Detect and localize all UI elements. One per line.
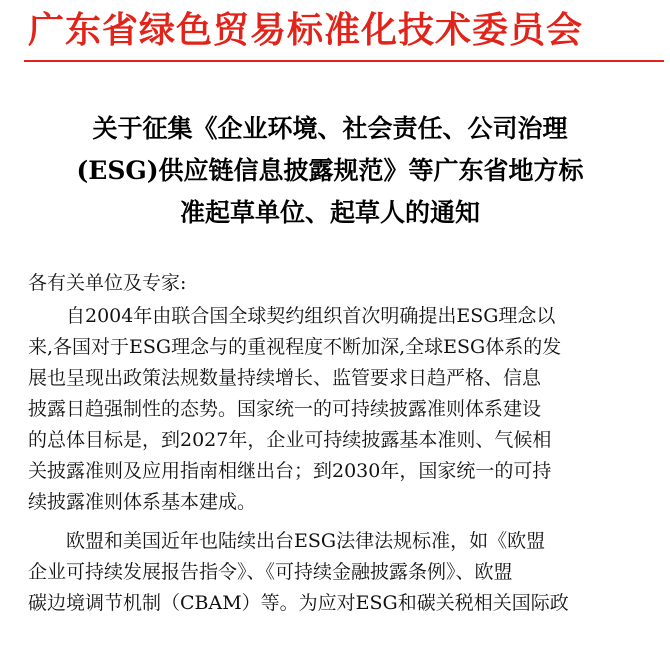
paragraph-1 <box>28 301 628 518</box>
paragraph-1-line: 续披露准则体系基本建成。 <box>28 491 257 513</box>
notice-title <box>40 108 620 234</box>
paragraph-1-line: 关披露准则及应用指南相继出台；到2030年，国家统一的可持 <box>28 460 552 482</box>
paragraph-2 <box>28 526 628 619</box>
title-line-1: 关于征集《企业环境、社会责任、公司治理 <box>92 114 568 143</box>
salutation: 各有关单位及专家: <box>28 272 187 294</box>
paragraph-1-line: 展也呈现出政策法规数量持续增长、监管要求日趋严格、信息 <box>28 367 542 389</box>
title-line-2: (ESG)供应链信息披露规范》等广东省地方标 <box>76 156 584 185</box>
paragraph-1-line: 来,各国对于ESG理念与的重视程度不断加深,全球ESG体系的发 <box>28 336 562 358</box>
paragraph-2-line: 企业可持续发展报告指令》、《可持续金融披露条例》、欧盟 <box>28 561 513 583</box>
paragraph-1-line: 自2004年由联合国全球契约组织首次明确提出ESG理念以 <box>28 305 556 327</box>
paragraph-1-line: 披露日趋强制性的态势。国家统一的可持续披露准则体系建设 <box>28 398 542 420</box>
paragraph-2-line: 欧盟和美国近年也陆续出台ESG法律法规标准，如《欧盟 <box>28 530 546 552</box>
paragraph-1-line: 的总体目标是，到2027年，企业可持续披露基本准则、气候相 <box>28 429 552 451</box>
notice-body <box>28 268 628 619</box>
organization-header: 广东省绿色贸易标准化技术委员会 <box>28 9 584 51</box>
paragraph-gap <box>28 518 628 526</box>
red-header-rule <box>24 60 664 62</box>
title-line-3: 准起草单位、起草人的通知 <box>179 198 480 227</box>
paragraph-2-line: 碳边境调节机制（CBAM）等。为应对ESG和碳关税相关国际政 <box>28 592 569 614</box>
